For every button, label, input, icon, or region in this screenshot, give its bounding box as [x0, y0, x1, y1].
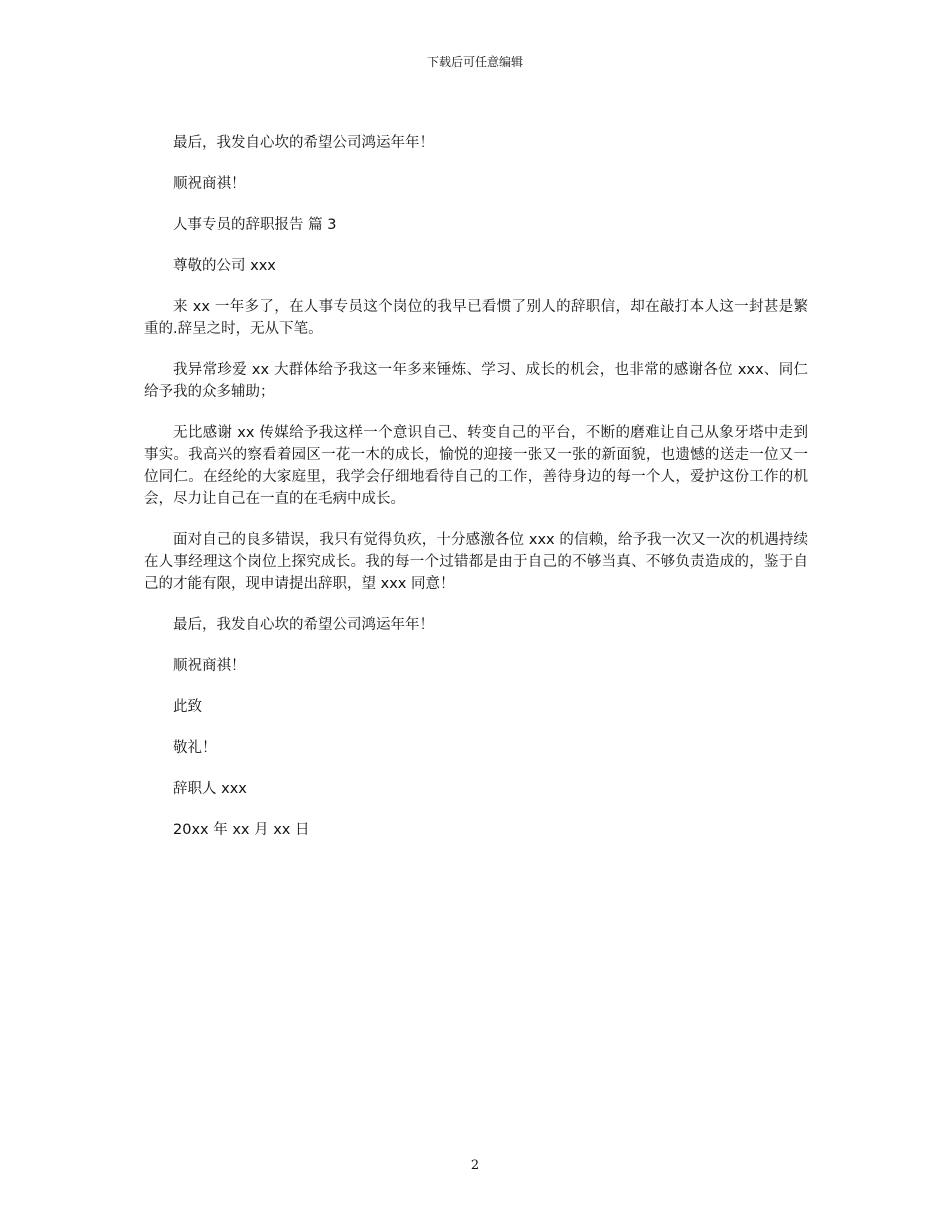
date: 20xx 年 xx 月 xx 日	[173, 822, 310, 838]
salutation: 尊敬的公司 xxx	[173, 258, 276, 274]
closing-respect: 此致	[173, 699, 202, 715]
body-paragraph: 来 xx 一年多了，在人事专员这个岗位的我早已看惯了别人的辞职信，却在敲打本人这一封甚是繁重的.辞呈之时，无从下笔。	[144, 299, 808, 337]
signature: 辞职人 xxx	[173, 781, 247, 797]
closing-regards: 顺祝商祺！	[173, 176, 246, 192]
body-paragraph: 我异常珍爱 xx 大群体给予我这一年多来锤炼、学习、成长的机会，也非常的感谢各位 xxx、同仁给予我的众多辅助；	[144, 362, 808, 400]
section-title: 人事专员的辞职报告 篇 3	[173, 217, 337, 233]
closing-regards: 顺祝商祺！	[173, 658, 246, 674]
body-paragraph: 面对自己的良多错误，我只有觉得负疚，十分感激各位 xxx 的信赖，给予我一次又一次的机遇持续在人事经理这个岗位上探究成长。我的每一个过错都是由于自己的不够当真、不够负责造成的，鉴于自己的才能有限，现申请提出辞职，望 xxx 同意！	[144, 532, 808, 592]
closing-wish: 最后，我发自心坎的希望公司鸿运年年！	[173, 617, 434, 633]
document-body	[144, 132, 808, 860]
closing-wish: 最后，我发自心坎的希望公司鸿运年年！	[173, 135, 434, 151]
body-paragraph: 无比感谢 xx 传媒给予我这样一个意识自己、转变自己的平台，不断的磨难让自己从象牙塔中走到事实。我高兴的察看着园区一花一木的成长，愉悦的迎接一张又一张的新面貌，也遗憾的送走一位又一位同仁。在经纶的大家庭里，我学会仔细地看待自己的工作，善待身边的每一个人，爱护这份工作的机会，尽力让自己在一直的在毛病中成长。	[144, 425, 808, 507]
page-header: 下载后可任意编辑	[426, 55, 523, 69]
closing-salute: 敬礼！	[173, 740, 217, 756]
page-number: 2	[470, 1158, 480, 1173]
